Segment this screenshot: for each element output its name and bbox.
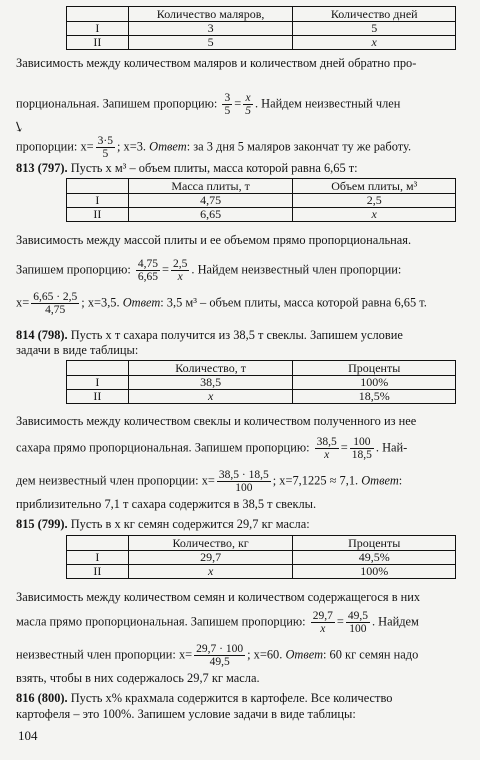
table-cell: I <box>67 376 129 390</box>
table-cell: x <box>293 208 456 222</box>
table-header-cell: Проценты <box>293 536 456 551</box>
text-segment: Пусть x т сахара получится из 38,5 т свеклы. Запишем условие <box>70 328 403 342</box>
text-segment: : 60 кг семян надо <box>323 647 419 662</box>
text-segment: масла прямо пропорциональная. Запишем пропорцию: <box>16 614 306 629</box>
text-segment: Запишем пропорцию: <box>16 262 131 277</box>
table-cell: 18,5% <box>293 390 456 404</box>
table-cell: 100% <box>293 376 456 390</box>
paragraph-line <box>16 258 464 283</box>
table-row <box>67 565 456 579</box>
problem-number: 815 (799). <box>16 517 68 531</box>
paragraph-line: Зависимость между количеством семян и количеством содержащегося в них <box>16 590 421 604</box>
answer-label: Ответ <box>361 473 399 488</box>
fraction <box>346 610 370 635</box>
equals-sign: = <box>162 262 170 277</box>
table-slab-mass-volume <box>66 178 456 222</box>
text-segment: x= <box>16 295 30 310</box>
denominator: x <box>324 449 330 461</box>
text-segment: ; x=3. <box>117 139 147 154</box>
numerator: 29,7 <box>312 610 333 622</box>
denominator: x <box>320 623 326 635</box>
paragraph-line <box>16 291 464 316</box>
denominator: 49,5 <box>209 656 230 668</box>
numerator: 49,5 <box>347 610 368 622</box>
table-header-cell: Количество маляров, <box>128 7 293 22</box>
paragraph-line <box>16 92 464 117</box>
table-cell: II <box>67 36 129 50</box>
problem-815-intro <box>16 516 464 532</box>
numerator: 2,5 <box>173 258 188 270</box>
table-header-cell: Проценты <box>293 361 456 376</box>
denominator: 6,65 <box>137 271 159 283</box>
paragraph-line: приблизительно 7,1 т сахара содержится в 38,5 т свеклы. <box>16 497 317 511</box>
text-segment: . Найдем неизвестный член пропорции: <box>191 262 402 277</box>
problem-813-intro <box>16 160 464 176</box>
text-segment: ; x=3,5. <box>81 295 120 310</box>
pen-mark: ↘ <box>9 118 27 137</box>
table-row <box>67 36 456 50</box>
denominator: x <box>177 271 183 283</box>
answer-label: Ответ <box>285 647 324 662</box>
table-header-cell: Количество, кг <box>128 536 293 551</box>
table-cell: 4,75 <box>128 194 293 208</box>
text-segment: порциональная. Запишем пропорцию: <box>16 96 218 111</box>
paragraph-line: взять, чтобы в них содержалось 29,7 кг масла. <box>16 671 260 685</box>
problem-number: 816 (800). <box>16 691 68 705</box>
paragraph-line <box>16 436 464 461</box>
page-number: 104 <box>18 728 38 743</box>
table-header-row <box>67 536 456 551</box>
text-segment: Пусть x м³ – объем плиты, масса которой равна 6,65 т: <box>70 161 358 175</box>
equals-sign: = <box>336 614 344 629</box>
numerator: 4,75 <box>137 258 159 270</box>
text-segment: неизвестный член пропорции: x= <box>16 647 193 662</box>
text-segment: ; x=60. <box>247 647 283 662</box>
table-row <box>67 22 456 36</box>
table-cell: 38,5 <box>128 376 293 390</box>
text-segment: Пусть в x кг семян содержится 29,7 кг масла: <box>70 517 310 531</box>
table-header-row <box>67 361 456 376</box>
denominator: 100 <box>235 482 253 494</box>
numerator: 3 <box>224 92 231 104</box>
fraction <box>243 92 253 117</box>
table-cell: 49,5% <box>293 551 456 565</box>
table-cell: 2,5 <box>293 194 456 208</box>
table-header-cell: Масса плиты, т <box>128 179 293 194</box>
table-cell: x <box>128 565 293 579</box>
denominator: 5 <box>224 105 231 117</box>
numerator: 38,5 <box>316 436 337 448</box>
paragraph-line: картофеля – это 100%. Запишем условие задачи в виде таблицы: <box>16 707 356 721</box>
numerator: x <box>243 92 253 105</box>
denominator: 18,5 <box>351 449 372 461</box>
text-segment: ; x=7,1225 ≈ 7,1. <box>272 473 359 488</box>
table-header-cell <box>67 7 129 22</box>
table-cell: x <box>128 390 293 404</box>
numerator: 29,7 · 100 <box>196 643 244 655</box>
paragraph-line <box>16 610 464 635</box>
table-row <box>67 194 456 208</box>
problem-number: 813 (797). <box>16 161 68 175</box>
paragraph-line <box>16 643 464 668</box>
denominator: 100 <box>349 623 367 635</box>
table-row <box>67 390 456 404</box>
answer-label: Ответ <box>149 139 187 154</box>
fraction <box>350 436 374 461</box>
table-row <box>67 208 456 222</box>
fraction <box>194 643 245 668</box>
fraction <box>315 436 339 461</box>
text-segment: . Най- <box>375 440 408 455</box>
table-header-cell: Количество, т <box>128 361 293 376</box>
fraction <box>217 469 271 494</box>
text-segment: пропорции: x= <box>16 139 94 154</box>
fraction <box>171 258 189 283</box>
paragraph-line: Зависимость между количеством свеклы и количеством полученного из нее <box>16 414 417 428</box>
paragraph-line: Зависимость между массой плиты и ее объемом прямо пропорциональная. <box>16 233 412 247</box>
paragraph-line: задачи в виде таблицы: <box>16 343 139 357</box>
table-header-cell <box>67 361 129 376</box>
answer-label: Ответ <box>122 295 161 310</box>
problem-816-intro <box>16 690 464 706</box>
paragraph-line: Зависимость между количеством маляров и количеством дней обратно про- <box>16 56 417 70</box>
numerator: 38,5 · 18,5 <box>218 469 269 481</box>
table-cell: I <box>67 551 129 565</box>
numerator: 6,65 · 2,5 <box>33 291 78 303</box>
table-cell: 3 <box>128 22 293 36</box>
fraction <box>311 610 335 635</box>
table-cell: II <box>67 208 129 222</box>
fraction <box>31 291 79 316</box>
table-cell: II <box>67 390 129 404</box>
denominator: 5 <box>245 105 251 117</box>
denominator: 4,75 <box>45 304 66 316</box>
numerator: 100 <box>350 436 374 449</box>
table-cell: 100% <box>293 565 456 579</box>
table-header-cell: Объем плиты, м³ <box>293 179 456 194</box>
table-beet-sugar <box>66 360 456 404</box>
table-cell: 5 <box>293 22 456 36</box>
text-segment: : за 3 дня 5 маляров закончат ту же работу. <box>186 139 412 154</box>
table-cell: 6,65 <box>128 208 293 222</box>
text-segment: Пусть x% крахмала содержится в картофеле. Все количество <box>70 691 393 705</box>
table-header-cell <box>67 179 129 194</box>
text-segment: дем неизвестный член пропорции: x= <box>16 473 215 488</box>
table-header-cell: Количество дней <box>293 7 456 22</box>
problem-number: 814 (798). <box>16 328 68 342</box>
text-segment: : <box>398 473 403 488</box>
table-header-row <box>67 7 456 22</box>
table-cell: I <box>67 22 129 36</box>
text-segment: . Найдем неизвестный член <box>254 96 401 111</box>
text-segment: . Найдем <box>371 614 419 629</box>
text-segment: : 3,5 м³ – объем плиты, масса которой равна 6,65 т. <box>160 295 427 310</box>
table-row <box>67 376 456 390</box>
table-seeds-oil <box>66 535 456 579</box>
paragraph-line <box>16 135 464 160</box>
table-header-row <box>67 179 456 194</box>
table-cell: I <box>67 194 129 208</box>
text-segment: сахара прямо пропорциональная. Запишем пропорцию: <box>16 440 310 455</box>
table-cell: 29,7 <box>128 551 293 565</box>
equals-sign: = <box>340 440 348 455</box>
table-cell: x <box>293 36 456 50</box>
numerator: 3·5 <box>97 135 114 147</box>
table-header-cell <box>67 536 129 551</box>
fraction <box>222 92 232 117</box>
table-cell: 5 <box>128 36 293 50</box>
fraction <box>136 258 160 283</box>
table-row <box>67 551 456 565</box>
table-painters-days <box>66 6 456 50</box>
problem-814-intro <box>16 327 464 343</box>
paragraph-line <box>16 469 464 494</box>
table-cell: II <box>67 565 129 579</box>
equals-sign: = <box>234 96 242 111</box>
fraction <box>96 135 115 160</box>
denominator: 5 <box>102 148 109 160</box>
